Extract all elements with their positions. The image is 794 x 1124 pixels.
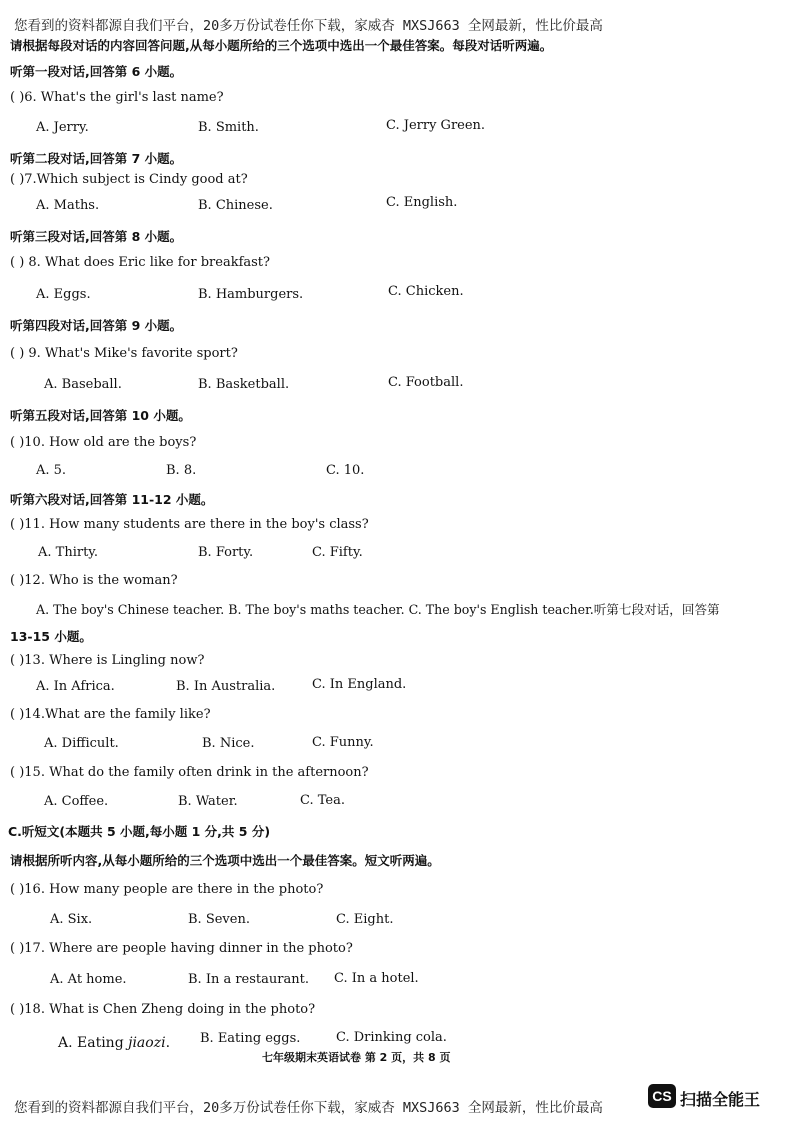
- option-17c: C. In a hotel.: [334, 971, 419, 986]
- option-18b: B. Eating eggs.: [200, 1031, 301, 1046]
- option-13a: A. In Africa.: [36, 679, 115, 694]
- option-6b: B. Smith.: [198, 120, 259, 135]
- option-18c: C. Drinking cola.: [336, 1030, 447, 1045]
- camscanner-label: 扫描全能王: [680, 1090, 761, 1109]
- option-16a: A. Six.: [50, 912, 93, 927]
- question-10: ( )10. How old are the boys?: [10, 435, 197, 450]
- option-11b: B. Forty.: [198, 545, 254, 560]
- option-11a: A. Thirty.: [38, 545, 99, 560]
- option-10c: C. 10.: [326, 463, 365, 478]
- question-7: ( )7.Which subject is Cindy good at?: [10, 172, 248, 187]
- option-8b: B. Hamburgers.: [198, 287, 304, 302]
- option-9c: C. Football.: [388, 375, 464, 390]
- section-heading-7: 听第二段对话,回答第 7 小题。: [10, 151, 183, 166]
- option-11c: C. Fifty.: [312, 545, 363, 560]
- listening-instruction: 请根据每段对话的内容回答问题,从每小题所给的三个选项中选出一个最佳答案。每段对话听两遍。: [10, 38, 553, 53]
- question-11: ( )11. How many students are there in the boy's class?: [10, 517, 369, 532]
- page-footer: 七年级期末英语试卷 第 2 页，共 8 页: [262, 1051, 451, 1064]
- question-9: ( ) 9. What's Mike's favorite sport?: [10, 346, 238, 361]
- option-7b: B. Chinese.: [198, 198, 273, 213]
- question-16: ( )16. How many people are there in the photo?: [10, 882, 324, 897]
- option-6c: C. Jerry Green.: [386, 118, 486, 133]
- option-9a: A. Baseball.: [44, 377, 122, 392]
- option-8a: A. Eggs.: [36, 287, 91, 302]
- question-14: ( )14.What are the family like?: [10, 707, 211, 722]
- option-9b: B. Basketball.: [198, 377, 290, 392]
- top-banner: 您看到的资料都源自我们平台，20多万份试卷任你下载，家威杏 MXSJ663 全网最新，性比价最高: [14, 18, 603, 34]
- option-16b: B. Seven.: [188, 912, 250, 927]
- option-18a-suffix: .: [165, 1035, 171, 1051]
- bottom-banner: 您看到的资料都源自我们平台，20多万份试卷任你下载，家威杏 MXSJ663 全网最新，性比价最高: [14, 1100, 603, 1116]
- option-18a-pinyin: jiaozi: [128, 1035, 166, 1051]
- question-8: ( ) 8. What does Eric like for breakfast?: [10, 255, 270, 270]
- option-6a: A. Jerry.: [36, 120, 89, 135]
- section-heading-8: 听第三段对话,回答第 8 小题。: [10, 229, 183, 244]
- camscanner-logo-icon: CS: [648, 1084, 676, 1108]
- option-10b: B. 8.: [166, 463, 197, 478]
- option-13c: C. In England.: [312, 677, 407, 692]
- option-16c: C. Eight.: [336, 912, 394, 927]
- option-15b: B. Water.: [178, 794, 238, 809]
- option-15c: C. Tea.: [300, 793, 345, 808]
- option-14a: A. Difficult.: [44, 736, 119, 751]
- section-heading-9: 听第四段对话,回答第 9 小题。: [10, 318, 183, 333]
- option-7c: C. English.: [386, 195, 458, 210]
- section-heading-11: 听第六段对话,回答第 11-12 小题。: [10, 492, 214, 507]
- option-18a-prefix: A. Eating: [58, 1035, 129, 1051]
- option-17a: A. At home.: [50, 972, 127, 987]
- option-7a: A. Maths.: [36, 198, 100, 213]
- section-heading-6: 听第一段对话,回答第 6 小题。: [10, 64, 183, 79]
- option-14c: C. Funny.: [312, 735, 374, 750]
- question-12: ( )12. Who is the woman?: [10, 573, 178, 588]
- question-13: ( )13. Where is Lingling now?: [10, 653, 205, 668]
- option-8c: C. Chicken.: [388, 284, 464, 299]
- section-c-instruction: 请根据所听内容,从每小题所给的三个选项中选出一个最佳答案。短文听两遍。: [10, 853, 440, 868]
- section-heading-10: 听第五段对话,回答第 10 小题。: [10, 408, 191, 423]
- question-6: ( )6. What's the girl's last name?: [10, 90, 224, 105]
- option-14b: B. Nice.: [202, 736, 255, 751]
- option-17b: B. In a restaurant.: [188, 972, 309, 987]
- option-10a: A. 5.: [36, 463, 67, 478]
- option-13b: B. In Australia.: [176, 679, 276, 694]
- question-12-options: A. The boy's Chinese teacher. B. The boy's maths teacher. C. The boy's English teacher.听第七段对话，回答第: [36, 602, 720, 617]
- section-c-heading: C.听短文(本题共 5 小题,每小题 1 分,共 5 分): [8, 824, 271, 839]
- question-18: ( )18. What is Chen Zheng doing in the photo?: [10, 1002, 316, 1017]
- question-17: ( )17. Where are people having dinner in the photo?: [10, 941, 353, 956]
- section-heading-13: 13-15 小题。: [10, 629, 92, 644]
- option-18a: [58, 1035, 170, 1051]
- option-15a: A. Coffee.: [44, 794, 109, 809]
- question-15: ( )15. What do the family often drink in the afternoon?: [10, 765, 369, 780]
